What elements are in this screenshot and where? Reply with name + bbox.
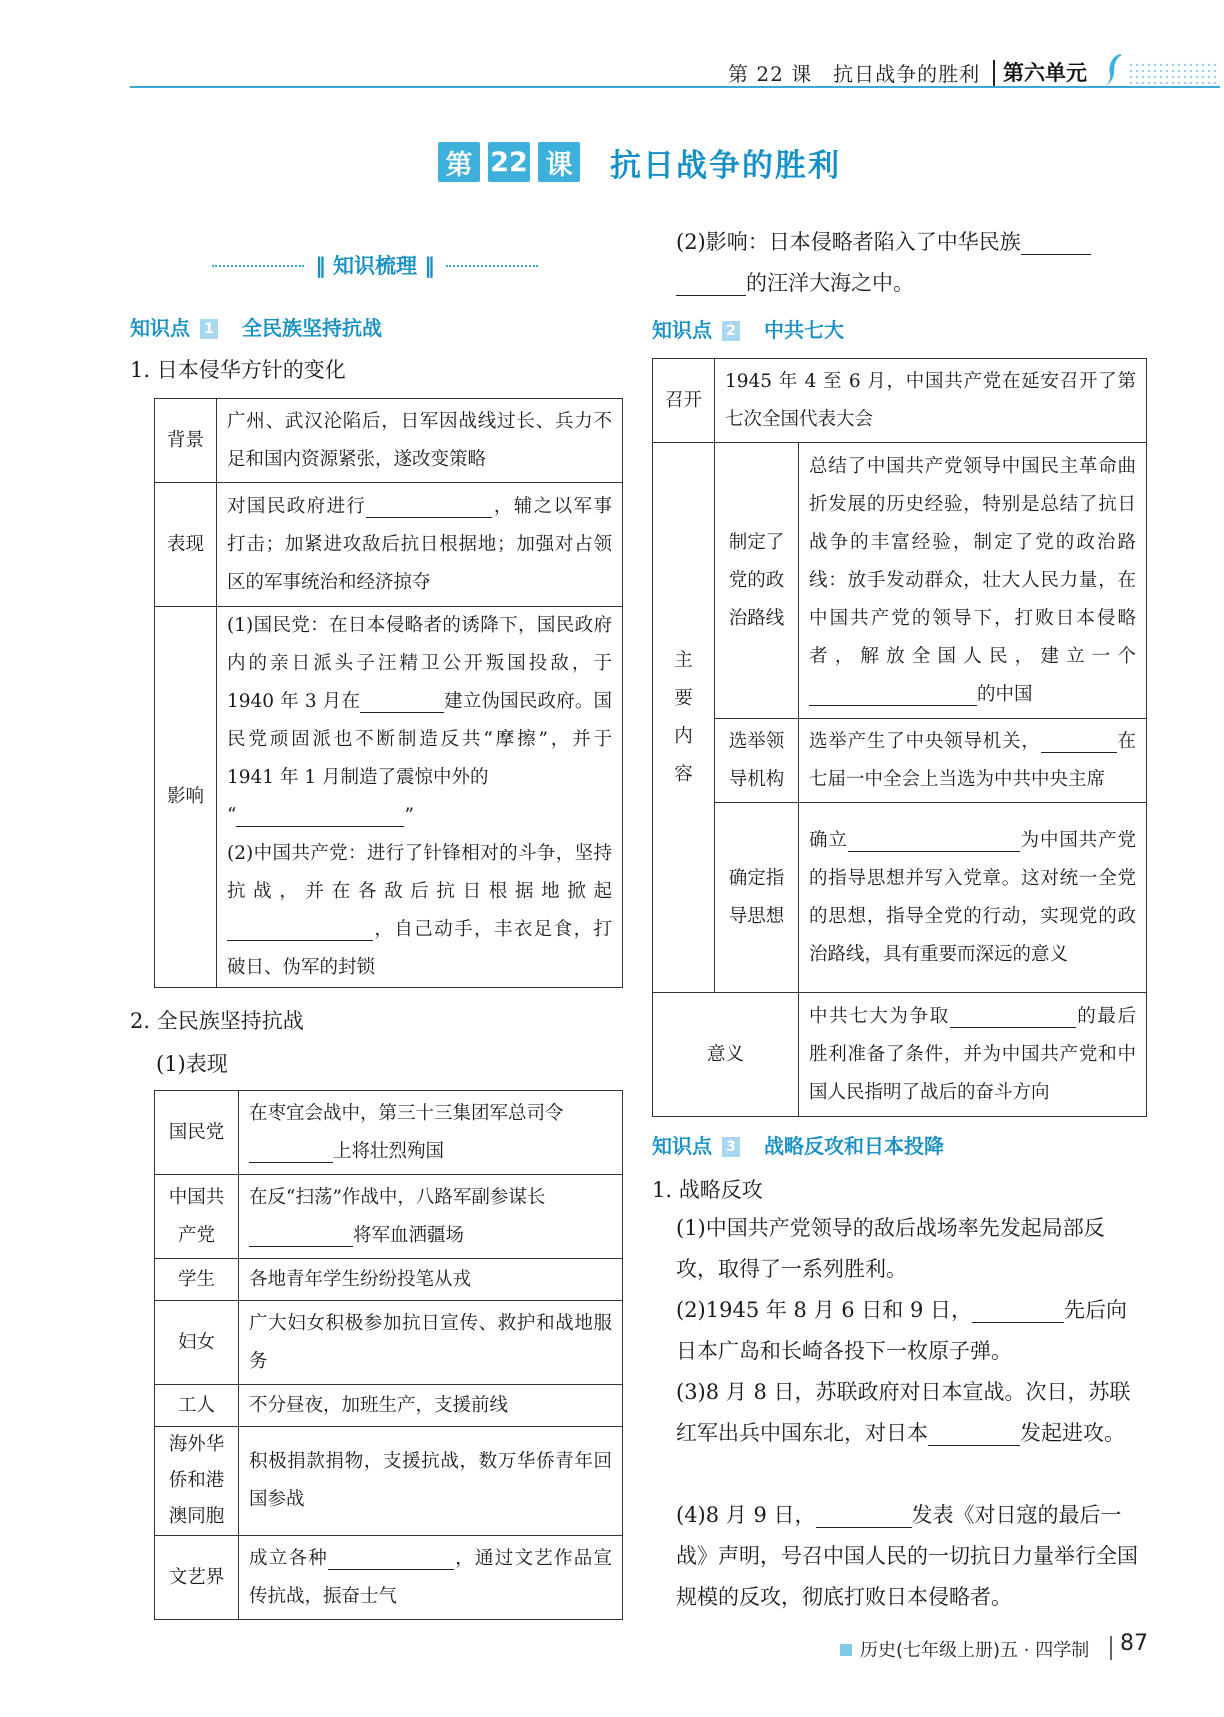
text-segment: 上将壮烈殉国 <box>333 1140 445 1162</box>
text-segment: 建立伪国民政府。国民党顽固派也不断制造反共“摩擦”，并于 1941 年 1 月制造了震惊中外的 <box>227 691 612 788</box>
row-content: 广大妇女积极参加抗日宣传、救护和战地服务 <box>239 1301 623 1385</box>
row-label: 选举领导机构 <box>715 719 799 803</box>
banner-right-rule <box>446 265 538 267</box>
table-row <box>155 1427 623 1536</box>
text-segment: 发起进攻。 <box>1020 1421 1125 1445</box>
kp2-heading <box>652 314 844 343</box>
answer-blank[interactable] <box>848 827 1020 852</box>
text-segment: “ <box>227 805 237 826</box>
answer-blank[interactable] <box>928 1421 1020 1446</box>
kp2-name: 中共七大 <box>764 318 844 342</box>
text-segment: 的最后胜利准备了条件，并为中国共产党和中国人民指明了战后的奋斗方向 <box>809 1005 1136 1103</box>
answer-blank[interactable] <box>366 493 492 518</box>
text-segment: 中共七大为争取 <box>809 1005 950 1027</box>
row-content: 积极捐款捐物，支援抗战，数万华侨青年回国参战 <box>239 1427 623 1536</box>
answer-blank[interactable] <box>816 1503 912 1528</box>
table-row <box>155 399 623 483</box>
row-content: 各地青年学生纷纷投笔从戎 <box>239 1259 623 1301</box>
text-segment: (2)1945 年 8 月 6 日和 9 日， <box>676 1298 972 1322</box>
page-number: 87 <box>1120 1631 1148 1656</box>
row-label: 中国共产党 <box>155 1175 239 1259</box>
row-content <box>217 607 623 988</box>
kp3-paragraph-2 <box>676 1290 1146 1372</box>
row-content: 广州、武汉沦陷后，日军因战线过长、兵力不足和国内资源紧张，遂改变策略 <box>217 399 623 483</box>
answer-blank[interactable] <box>249 1222 353 1247</box>
kp3-heading <box>652 1130 944 1159</box>
row-label: 工人 <box>155 1385 239 1427</box>
row-label: 学生 <box>155 1259 239 1301</box>
row-label: 背景 <box>155 399 217 483</box>
text-segment: 为中国共产党的指导思想并写入党章。这对统一全党的思想，指导全党的行动，实现党的政治路线，具有重要而深远的意义 <box>809 829 1136 965</box>
kp1-name: 全民族坚持抗战 <box>242 316 382 340</box>
text-segment: ，辅之以军事打击；加紧进攻敌后抗日根据地；加强对占领区的军事统治和经济掠夺 <box>227 495 612 593</box>
banner-text: ‖ 知识梳理 ‖ <box>315 254 435 278</box>
row-content <box>799 719 1147 803</box>
title-suffix-box: 课 <box>538 142 580 182</box>
text-segment: 的中国 <box>977 683 1033 705</box>
title-name: 抗日战争的胜利 <box>610 147 841 184</box>
table-row <box>155 1385 623 1427</box>
kp1-label: 知识点 <box>130 316 190 340</box>
table-row <box>155 1091 623 1175</box>
row-label: 制定了党的政治路线 <box>715 443 799 719</box>
text-segment: ，自己动手，丰衣足食，打破日、伪军的封锁 <box>227 919 612 978</box>
table-row <box>155 607 623 988</box>
row-content <box>239 1175 623 1259</box>
kp1-subheading-2-1: (1)表现 <box>156 1052 228 1076</box>
kp1-number-badge: 1 <box>200 319 218 339</box>
kp3-paragraph-4 <box>676 1495 1146 1618</box>
paragraph <box>227 835 612 987</box>
text-segment: 的汪洋大海之中。 <box>746 271 914 295</box>
kp1-subheading-2: 2. 全民族坚持抗战 <box>130 1009 304 1033</box>
table-row <box>653 443 1147 719</box>
header-dot-pattern <box>1128 62 1220 84</box>
title-prefix-box: 第 <box>438 142 480 182</box>
answer-blank[interactable] <box>227 916 373 941</box>
row-content: 1945 年 4 至 6 月，中国共产党在延安召开了第七次全国代表大会 <box>715 359 1147 443</box>
text-segment: ” <box>404 805 414 826</box>
footer-separator <box>1110 1636 1112 1660</box>
row-content <box>239 1536 623 1620</box>
footer-book-text: 历史(七年级上册)五 · 四学制 <box>860 1640 1090 1661</box>
header-separator <box>993 60 995 86</box>
lesson-title <box>438 140 841 184</box>
answer-blank[interactable] <box>1041 728 1117 753</box>
kp2-number-badge: 2 <box>722 321 740 341</box>
row-label: 妇女 <box>155 1301 239 1385</box>
text-segment: 确立 <box>809 829 848 851</box>
swoosh-icon <box>1098 52 1124 90</box>
kp3-subheading-1: 1. 战略反攻 <box>652 1178 763 1202</box>
table-row <box>155 1536 623 1620</box>
kp3-label: 知识点 <box>652 1134 712 1158</box>
row-label: 海外华侨和港澳同胞 <box>155 1427 239 1536</box>
text-segment: 发表《对日寇的最后一战》声明，号召中国人民的一切抗日力量举行全国规模的反攻，彻底打败日本侵略者。 <box>676 1503 1138 1609</box>
seventh-congress-table <box>652 358 1147 1117</box>
row-label: 召开 <box>653 359 715 443</box>
text-segment: (4)8 月 9 日， <box>676 1503 816 1527</box>
row-label: 影响 <box>155 607 217 988</box>
kp2-label: 知识点 <box>652 318 712 342</box>
kp3-number-badge: 3 <box>722 1137 740 1157</box>
text-segment: 在反“扫荡”作战中，八路军副参谋长 <box>249 1186 546 1208</box>
text-segment: 先后向日本广岛和长崎各投下一枚原子弹。 <box>676 1298 1127 1363</box>
kp1-heading <box>130 312 382 341</box>
table-row <box>155 483 623 607</box>
header-rule <box>130 86 1220 88</box>
influence-paragraph <box>676 222 1146 304</box>
table-row <box>653 359 1147 443</box>
row-label: 表现 <box>155 483 217 607</box>
row-label: 文艺界 <box>155 1536 239 1620</box>
table-row <box>653 719 1147 803</box>
kp1-subheading-1: 1. 日本侵华方针的变化 <box>130 358 346 382</box>
answer-blank[interactable] <box>676 271 746 296</box>
answer-blank[interactable] <box>360 688 444 713</box>
main-content-label: 主要内容 <box>653 443 715 993</box>
running-header-unit: 第六单元 <box>1003 61 1087 85</box>
text-segment: 将军血洒疆场 <box>353 1224 465 1246</box>
footer-square-icon <box>840 1644 852 1656</box>
text-segment: (2)影响：日本侵略者陷入了中华民族 <box>676 230 1021 254</box>
text-segment: 成立各种 <box>249 1547 328 1569</box>
text-segment: 在枣宜会战中，第三十三集团军总司令 <box>249 1102 564 1124</box>
section-banner <box>212 250 538 280</box>
answer-blank[interactable] <box>972 1298 1064 1323</box>
text-segment: 总结了中国共产党领导中国民主革命曲折发展的历史经验，特别是总结了抗日战争的丰富经验，制定了党的政治路线：放手发动群众，壮大人民力量，在中国共产党的领导下，打败日本侵略者，解放全国人民，建立一个 <box>809 455 1136 667</box>
resistance-table <box>154 1090 623 1620</box>
kp3-name: 战略反攻和日本投降 <box>764 1134 944 1158</box>
policy-change-table <box>154 398 623 988</box>
table-row <box>155 1301 623 1385</box>
text-segment: (1)国民党：在日本侵略者的诱降下，国民政府内的亲日派头子汪精卫公开叛国投敌，于 1940 年 3 月在 <box>227 615 612 712</box>
row-content <box>799 443 1147 719</box>
kp3-paragraph-1: (1)中国共产党领导的敌后战场率先发起局部反攻，取得了一系列胜利。 <box>676 1216 1105 1281</box>
text-segment: ，通过文艺作品宣传抗战，振奋士气 <box>249 1547 612 1607</box>
paragraph <box>227 607 612 835</box>
row-label: 国民党 <box>155 1091 239 1175</box>
answer-blank[interactable] <box>809 681 977 706</box>
text-segment: (3)8 月 8 日，苏联政府对日本宣战。次日，苏联红军出兵中国东北，对日本 <box>676 1380 1131 1445</box>
table-row <box>653 993 1147 1117</box>
text-segment: 选举产生了中央领导机关， <box>809 730 1041 752</box>
text-segment: (2)中国共产党：进行了针锋相对的斗争，坚持抗战，并在各敌后抗日根据地掀起 <box>227 843 612 902</box>
row-content <box>217 483 623 607</box>
text-segment: 在七届一中全会上当选为中共中央主席 <box>809 730 1136 790</box>
row-label: 确定指导思想 <box>715 803 799 993</box>
text-segment: 对国民政府进行 <box>227 495 367 517</box>
title-number-box: 22 <box>488 142 530 182</box>
row-content <box>799 803 1147 993</box>
footer-book-title <box>840 1636 1089 1662</box>
answer-blank[interactable] <box>236 802 404 827</box>
running-header-lesson: 第 22 课 抗日战争的胜利 <box>728 62 981 86</box>
answer-blank[interactable] <box>1021 230 1091 255</box>
banner-left-rule <box>212 265 304 267</box>
answer-blank[interactable] <box>950 1003 1076 1028</box>
table-row <box>155 1259 623 1301</box>
row-content <box>799 993 1147 1117</box>
kp3-paragraph-3 <box>676 1372 1146 1454</box>
answer-blank[interactable] <box>249 1138 333 1163</box>
row-content: 不分昼夜，加班生产，支援前线 <box>239 1385 623 1427</box>
table-row <box>155 1175 623 1259</box>
row-content <box>239 1091 623 1175</box>
answer-blank[interactable] <box>328 1545 454 1570</box>
row-label: 意义 <box>653 993 799 1117</box>
table-row <box>653 803 1147 993</box>
